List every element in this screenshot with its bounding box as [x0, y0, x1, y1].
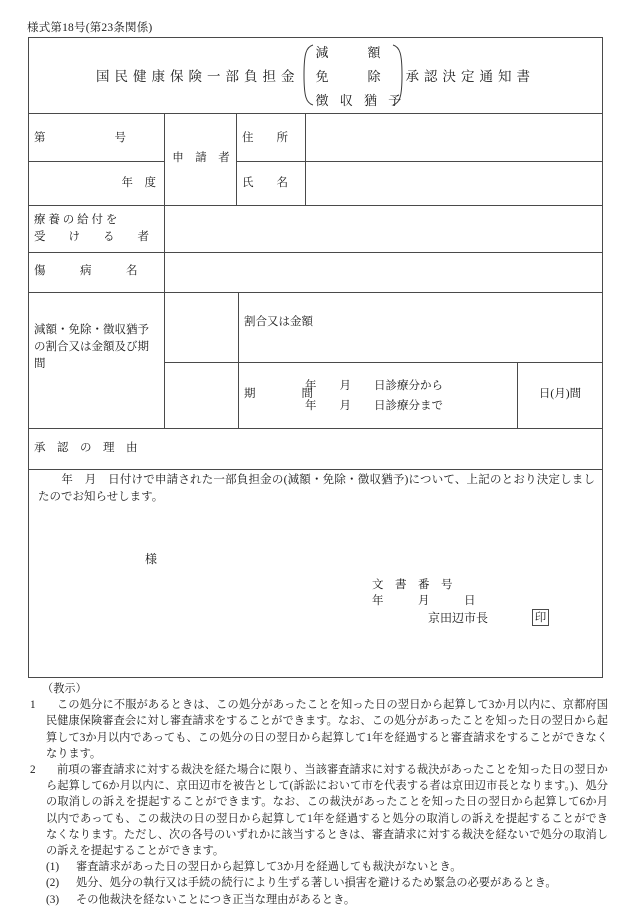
rule-disease-bottom	[28, 292, 603, 293]
instruction-sub-text: 審査請求があった日の翌日から起算して3か月を経過しても裁決がないとき。	[76, 861, 462, 874]
instruction-sub-item	[46, 859, 608, 875]
period-label: 期 間	[244, 388, 313, 400]
name-label: 氏 名	[242, 177, 288, 189]
rule-beneficiary-bottom	[28, 252, 603, 253]
brace-right-icon	[392, 44, 405, 106]
document-number-label: 文 書 番 号	[372, 579, 453, 591]
rule-applicant-bottom	[28, 205, 603, 206]
instructions-section	[30, 681, 608, 908]
issuer-line	[428, 609, 549, 626]
instruction-sub-number: (1)	[46, 861, 60, 874]
reduction-period-label: 減額・免除・徴収猶予の割合又は金額及び期間	[34, 324, 149, 370]
period-to-text: 年 月 日診療分まで	[305, 400, 443, 412]
brace-option-2: 徴 収 猶 予	[315, 92, 406, 108]
instruction-sub-number: (3)	[46, 893, 60, 906]
instruction-text: 前項の審査請求に対する裁決を経た場合に限り、当該審査請求に対する裁決があったことを知った日の翌日から起算して6か月以内に、京田辺市を被告として(訴訟において市を代表する者は京田辺市長となります。)、処分の取消しの訴えを提起することができます。なお、この裁決があったことを知った日の翌日から起算して6か月以内であっても、この裁決の日の翌日から起算して1年を経過すると処分の取消しの訴えを提起することができなくなります。ただし、次の各号のいずれかに該当するときは、審査請求に対する裁決を経ないで処分の取消しの訴えを提起することができます。	[46, 764, 608, 858]
instruction-sub-item	[46, 892, 608, 908]
rule-title-bottom	[28, 113, 603, 114]
title-trail-text: 承認決定通知書	[405, 69, 535, 84]
issue-date-label: 年 月 日	[372, 595, 476, 607]
document-number-block	[372, 577, 476, 609]
period-range	[305, 376, 505, 416]
period-from-text: 年 月 日診療分から	[305, 380, 443, 392]
instruction-sub-text: その他裁決を経ないことにつき正当な理由があるとき。	[76, 893, 356, 906]
title-lead-text: 国民健康保険一部負担金	[96, 69, 300, 84]
duration-label: 日(月)間	[538, 388, 582, 400]
rule-v-address-col	[305, 113, 306, 205]
rule-address-name	[236, 161, 603, 162]
instruction-item	[30, 697, 608, 762]
fiscal-year-label: 年 度	[121, 177, 156, 189]
instruction-number: 2	[30, 764, 36, 777]
instruction-item	[30, 762, 608, 859]
brace-left-icon	[301, 44, 314, 106]
approval-reason-label: 承 認 の 理 由	[34, 442, 138, 454]
rule-v-left-col	[164, 205, 165, 428]
instruction-sub-item	[46, 875, 608, 891]
application-number-label: 第 号	[34, 132, 126, 144]
form-number-label: 様式第18号(第23条関係)	[27, 22, 153, 34]
rule-v-rate-col	[238, 292, 239, 428]
brace-option-0: 減 額	[315, 44, 381, 60]
rule-reduction-bottom	[28, 428, 603, 429]
instruction-text: この処分に不服があるときは、この処分があったことを知った日の翌日から起算して3か月以内に、京都府国民健康保険審査会に対し審査請求をすることができます。なお、この処分があったことを知った日の翌日から起算して3か月以内であっても、この処分の日の翌日から起算して1年を経過すると審査請求をすることができなくなります。	[46, 699, 608, 760]
instruction-sub-number: (2)	[46, 877, 60, 890]
title-brace-group	[301, 42, 405, 109]
rule-rate-period	[164, 362, 603, 363]
rate-or-amount-label: 割合又は金額	[244, 316, 313, 328]
form-title	[28, 37, 603, 113]
instruction-sub-text: 処分、処分の執行又は手続の続行により生ずる著しい損害を避けるため緊急の必要があるとき。	[76, 877, 557, 890]
brace-option-1: 免 除	[315, 68, 381, 84]
rule-reason-bottom	[28, 469, 603, 470]
seal-stamp-icon: 印	[532, 609, 549, 626]
beneficiary-label	[34, 212, 158, 246]
rule-v-applicant-col	[236, 113, 237, 205]
rule-number-fiscal	[28, 161, 164, 162]
issuer-name: 京田辺市長	[428, 611, 489, 625]
notice-body: 年 月 日付けで申請された一部負担金の(減額・免除・徴収猶予)について、上記のとおり決定しましたのでお知らせします。	[38, 474, 595, 503]
rule-v-number-col	[164, 113, 165, 205]
applicant-label: 申 請 者	[172, 152, 230, 164]
address-label: 住 所	[242, 132, 288, 144]
beneficiary-label-line1: 療 養 の 給 付 を	[34, 214, 118, 226]
disease-name-label: 傷 病 名	[34, 265, 138, 277]
beneficiary-label-line2: 受 け る 者	[34, 231, 149, 243]
addressee-suffix: 様	[145, 552, 158, 566]
instruction-number: 1	[30, 699, 36, 712]
instructions-heading: （教示）	[42, 683, 87, 695]
